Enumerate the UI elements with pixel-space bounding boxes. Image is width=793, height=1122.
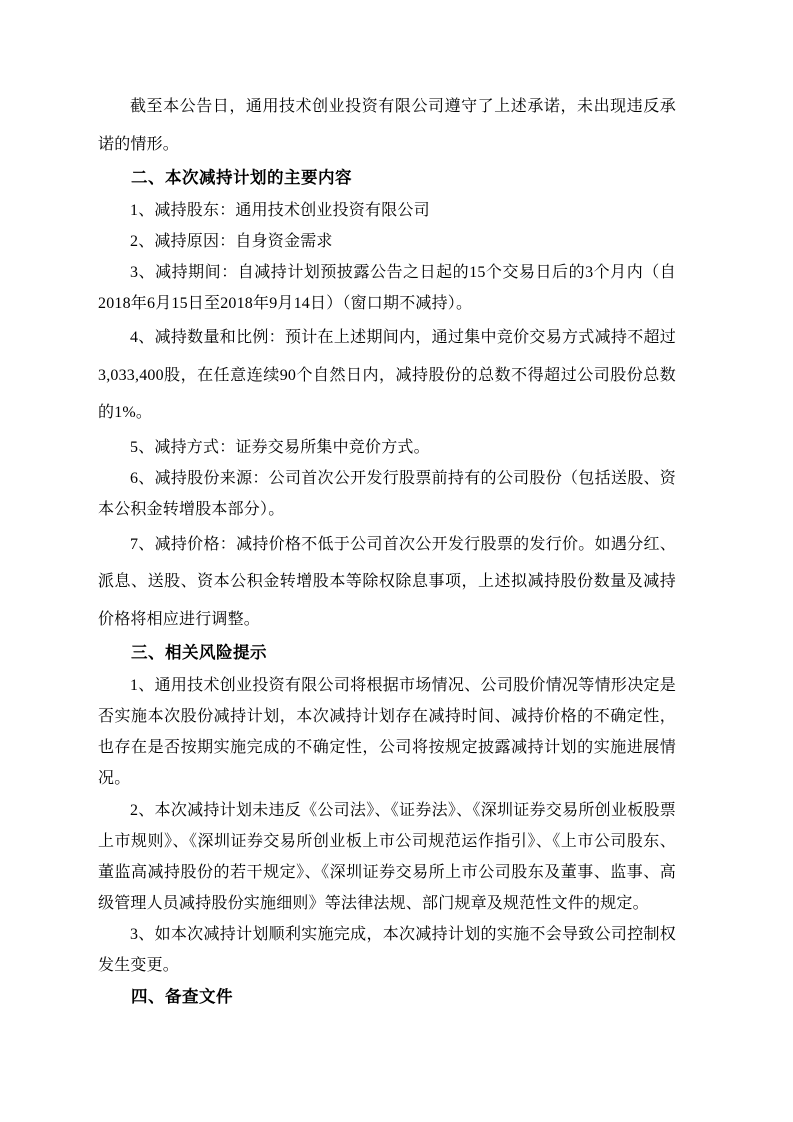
section-heading: 二、本次减持计划的主要内容: [131, 169, 352, 188]
paragraph: 6、减持股份来源：公司首次公开发行股票前持有的公司股份（包括送股、资本公积金转增股本部分）。: [98, 470, 676, 519]
section-heading: 三、相关风险提示: [131, 644, 267, 663]
paragraph: 2、减持原因：自身资金需求: [130, 232, 333, 250]
paragraph: 2、本次减持计划未违反《公司法》、《证券法》、《深圳证券交易所创业板股票上市规则》、《深圳证券交易所创业板上市公司规范运作指引》、《上市公司股东、董监高减持股份的若干规定》、《深圳证券交易所上市公司股东及董事、监事、高级管理人员减持股份实施细则》等法律法规、部门规章及规范性文件的规定。: [98, 801, 676, 913]
paragraph: 3、如本次减持计划顺利实施完成，本次减持计划的实施不会导致公司控制权发生变更。: [98, 926, 676, 975]
paragraph: 4、减持数量和比例：预计在上述期间内，通过集中竞价交易方式减持不超过3,033,400股，在任意连续90个自然日内，减持股份的总数不得超过公司股份总数的1%。: [98, 329, 676, 422]
paragraph: 截至本公告日，通用技术创业投资有限公司遵守了上述承诺，未出现违反承诺的情形。: [98, 98, 676, 153]
paragraph: 3、减持期间：自减持计划预披露公告之日起的15个交易日后的3个月内（自2018年6月15日至2018年9月14日）（窗口期不减持）。: [98, 263, 676, 313]
document-content: [98, 88, 676, 1013]
paragraph: 1、通用技术创业投资有限公司将根据市场情况、公司股价情况等情形决定是否实施本次股份减持计划，本次减持计划存在减持时间、减持价格的不确定性，也存在是否按期实施完成的不确定性，公司将按规定披露减持计划的实施进展情况。: [98, 676, 676, 788]
paragraph: 7、减持价格：减持价格不低于公司首次公开发行股票的发行价。如遇分红、派息、送股、资本公积金转增股本等除权除息事项，上述拟减持股份数量及减持价格将相应进行调整。: [98, 535, 676, 628]
paragraph: 1、减持股东：通用技术创业投资有限公司: [130, 201, 430, 219]
section-heading: 四、备查文件: [131, 987, 233, 1006]
paragraph: 5、减持方式：证券交易所集中竞价方式。: [130, 439, 430, 457]
